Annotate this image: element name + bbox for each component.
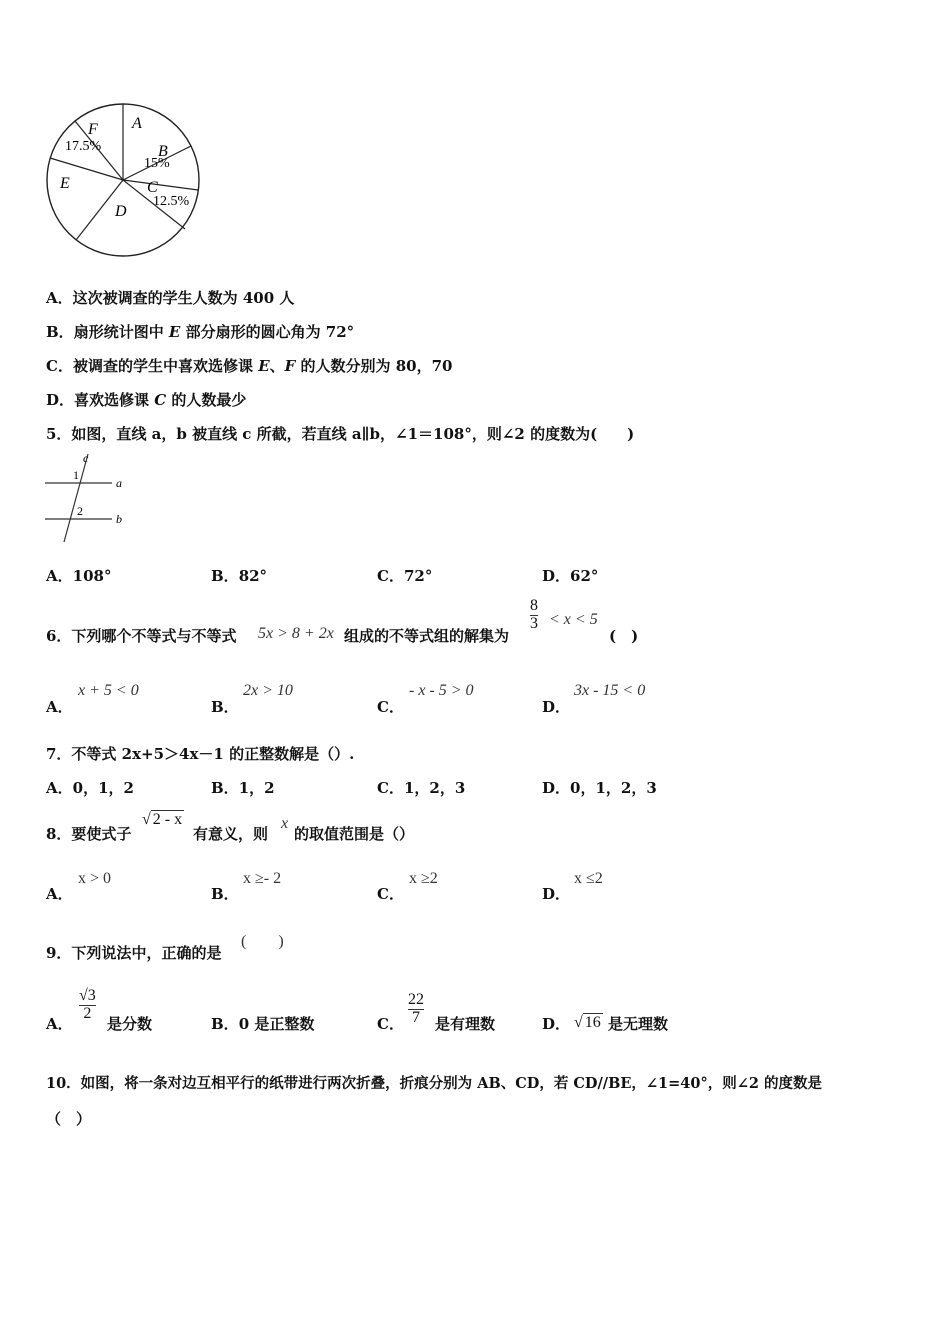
option-text-post: 部分扇形的圆心角为 72° (180, 323, 355, 341)
frac-den: 3 (530, 614, 538, 632)
option-text-post: 的人数最少 (166, 391, 247, 409)
q8-stem-post: 的取值范围是（） (294, 825, 415, 843)
label-angle-2: 2 (77, 504, 83, 518)
option-var2: F (284, 357, 296, 375)
frac-num: 22 (408, 991, 424, 1008)
option-letter: B． (211, 567, 239, 585)
option-letter: D． (542, 567, 571, 585)
q5-figure (40, 450, 135, 545)
q9-option-d-text: 是无理数 (608, 1015, 669, 1033)
q9-option-a-frac (79, 988, 96, 1023)
q8-option-c-expr: x ≥2 (409, 870, 438, 887)
q9-stem: 9．下列说法中，正确的是 (46, 944, 222, 962)
q9-option-c-letter: C． (377, 1015, 404, 1033)
option-letter: D． (542, 779, 571, 797)
q5-option-d (542, 565, 598, 586)
option-letter: B． (211, 779, 239, 797)
option-text: 被调查的学生中喜欢选修课 (72, 357, 259, 375)
q6-option-b-expr: 2x > 10 (243, 682, 293, 699)
q6-option-b-letter: B． (211, 698, 239, 716)
option-letter: A． (46, 779, 73, 797)
q5-option-c (377, 565, 432, 586)
q6-option-c-letter: C． (377, 698, 404, 716)
option-text: 72° (403, 567, 433, 585)
q8-option-b-letter: B． (211, 885, 239, 903)
q8-stem-pre: 8．要使式子 (46, 825, 132, 843)
option-text: 108° (72, 567, 112, 585)
q4-option-c (46, 355, 453, 376)
q6-option-a-letter: A． (46, 698, 73, 716)
label-angle-1: 1 (73, 468, 79, 482)
q9-option-c-frac (408, 992, 424, 1027)
option-var: C (154, 391, 167, 409)
q4-option-b (46, 321, 354, 342)
option-letter: A． (46, 289, 73, 307)
q7-stem: 7．不等式 2x+5＞4x－1 的正整数解是（）. (46, 745, 355, 763)
pie-label-e: E (60, 175, 70, 192)
q6-option-c-expr: - x - 5 > 0 (409, 682, 474, 699)
q4-option-d (46, 389, 246, 410)
option-text: 0，1，2 (72, 779, 134, 797)
label-c: c (83, 451, 89, 465)
q8-option-d-expr: x ≤2 (574, 870, 603, 887)
frac-num: √3 (79, 987, 96, 1004)
pie-label-f: F (88, 121, 98, 138)
q8-option-c-letter: C． (377, 885, 404, 903)
frac-den: 2 (83, 1004, 92, 1022)
q6-solution-rest: < x < 5 (549, 611, 598, 628)
q8-option-b-expr: x ≥- 2 (243, 870, 282, 887)
q7-option-a (46, 777, 134, 798)
q8-stem-mid: 有意义，则 (193, 825, 269, 843)
frac-num: 8 (530, 597, 538, 614)
option-var: E (168, 323, 181, 341)
option-letter: C． (377, 779, 404, 797)
pie-label-c: C (147, 179, 158, 196)
option-text: 1，2 (238, 779, 275, 797)
pie-pct-f: 17.5% (65, 139, 102, 154)
q8-radical: √ 2 - x (142, 811, 183, 828)
option-text: 0 是正整数 (238, 1015, 315, 1033)
option-text-post: 、 (269, 357, 285, 375)
option-text: 扇形统计图中 (73, 323, 169, 341)
pie-chart-figure (40, 98, 208, 263)
q8-option-a-expr: x > 0 (78, 870, 112, 887)
option-text: 0，1，2，3 (570, 779, 657, 797)
pie-label-d: D (115, 203, 127, 220)
q6-stem-pre: 6．下列哪个不等式与不等式 (46, 627, 237, 645)
q7-option-b (211, 777, 275, 798)
option-text-post2: 的人数分别为 80，70 (295, 357, 453, 375)
q4-option-a (46, 287, 294, 308)
q9-option-a-letter: A． (46, 1015, 73, 1033)
pie-label-b: B (158, 143, 168, 160)
frac-den: 7 (412, 1008, 420, 1026)
pie-label-a: A (132, 115, 142, 132)
q6-fraction (530, 598, 538, 633)
q7-option-d (542, 777, 657, 798)
option-var: E (258, 357, 270, 375)
option-letter: B． (211, 1015, 239, 1033)
q5-option-a (46, 565, 111, 586)
q8-option-d-letter: D． (542, 885, 571, 903)
radicand: 2 - x (152, 811, 183, 828)
q10-stem-line1: 10．如图，将一条对边互相平行的纸带进行两次折叠，折痕分别为 AB、CD，若 CD//BE，∠1=40°，则∠2 的度数是 (46, 1075, 823, 1092)
q6-option-d-expr: 3x - 15 < 0 (574, 682, 646, 699)
option-text: 1，2，3 (403, 779, 466, 797)
pie-pct-b: 15% (144, 156, 170, 171)
label-b: b (116, 512, 122, 526)
q5-option-b (211, 565, 267, 586)
q5-stem: 5．如图，直线 a，b 被直线 c 所截，若直线 a∥b，∠1＝108°，则∠2 的度数为( ) (46, 425, 635, 443)
q9-option-c-text: 是有理数 (435, 1015, 496, 1033)
q9-option-d-radical: √ 16 (574, 1014, 601, 1031)
pie-pct-c: 12.5% (153, 194, 190, 209)
radicand: 16 (584, 1014, 601, 1031)
q9-option-a-text: 是分数 (107, 1015, 153, 1033)
option-text: 62° (570, 567, 599, 585)
label-a: a (116, 476, 122, 490)
q6-option-d-letter: D． (542, 698, 571, 716)
option-letter: A． (46, 567, 73, 585)
q6-stem-mid: 组成的不等式组的解集为 (344, 627, 510, 645)
option-text: 这次被调查的学生人数为 400 人 (72, 289, 295, 307)
option-text: 82° (238, 567, 268, 585)
q6-option-a-expr: x + 5 < 0 (78, 682, 139, 699)
q6-inequality: 5x > 8 + 2x (258, 625, 334, 642)
q6-paren: ( ) (609, 627, 639, 645)
option-letter: B． (46, 323, 74, 341)
option-letter: D． (46, 391, 75, 409)
option-letter: C． (46, 357, 73, 375)
option-letter: C． (377, 567, 404, 585)
q8-var: x (281, 815, 289, 832)
q9-option-b (211, 1013, 314, 1034)
option-text: 喜欢选修课 (74, 391, 155, 409)
q9-paren: ( ) (241, 933, 284, 950)
q7-option-c (377, 777, 465, 798)
q10-stem-line2: （ ） (46, 1110, 92, 1128)
q8-option-a-letter: A． (46, 885, 73, 903)
q9-option-d-letter: D． (542, 1015, 571, 1033)
